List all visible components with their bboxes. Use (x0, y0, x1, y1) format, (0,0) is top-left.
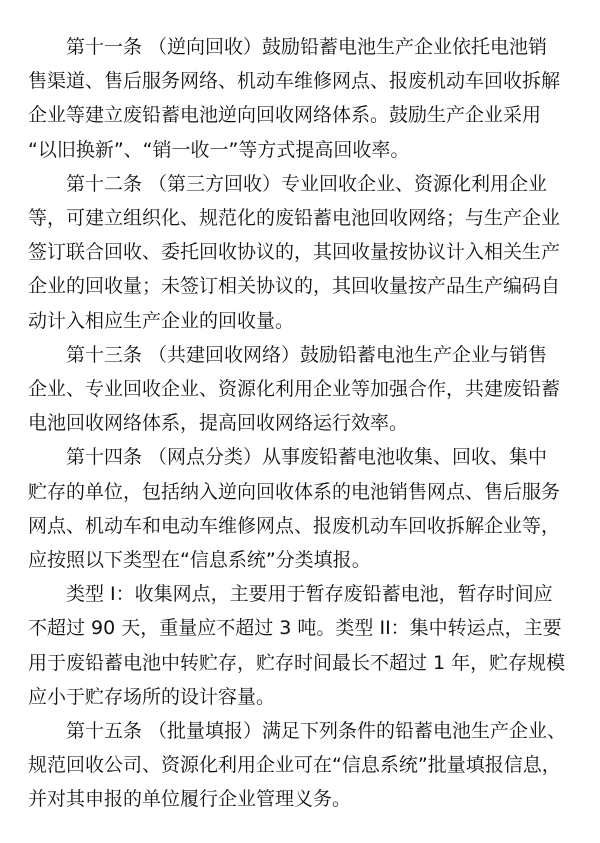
text-line: 应小于贮存场所的设计容量。 (28, 685, 276, 708)
text-line: 企业等建立废铅蓄电池逆向回收网络体系。鼓励生产企业采用 (28, 104, 542, 127)
text-line: 不超过 90 天，重量应不超过 3 吨。类型 II：集中转运点，主要 (28, 617, 562, 640)
document-body (28, 30, 570, 817)
text-line: “以旧换新”、“销一收一”等方式提高回收率。 (28, 138, 410, 161)
text-line: 签订联合回收、委托回收协议的，其回收量按协议计入相关生产 (28, 241, 561, 264)
text-line: 企业、专业回收企业、资源化利用企业等加强合作，共建废铅蓄 (28, 378, 561, 401)
article-13-paragraph (28, 338, 570, 441)
text-line: 贮存的单位，包括纳入逆向回收体系的电池销售网点、售后服务 (28, 480, 561, 503)
text-line: 应按照以下类型在“信息系统”分类填报。 (28, 549, 371, 572)
text-line: 网点、机动车和电动车维修网点、报废机动车回收拆解企业等， (28, 514, 561, 537)
text-line: 第十五条 （批量填报）满足下列条件的铅蓄电池生产企业、 (66, 720, 567, 743)
article-12-paragraph (28, 167, 570, 338)
article-11-paragraph (28, 30, 570, 167)
text-line: 第十一条 （逆向回收）鼓励铅蓄电池生产企业依托电池销 (66, 36, 548, 58)
article-15-paragraph (28, 714, 570, 817)
text-line: 类型 I：收集网点，主要用于暂存废铅蓄电池，暂存时间应 (66, 583, 553, 606)
text-line: 并对其申报的单位履行企业管理义务。 (28, 788, 352, 811)
text-line: 等，可建立组织化、规范化的废铅蓄电池回收网络；与生产企业 (28, 207, 561, 230)
text-line: 第十二条 （第三方回收）专业回收企业、资源化利用企业 (66, 172, 548, 195)
text-line: 动计入相应生产企业的回收量。 (28, 309, 295, 332)
text-line: 用于废铅蓄电池中转贮存，贮存时间最长不超过 1 年，贮存规模 (28, 651, 566, 674)
text-line: 企业的回收量；未签订相关协议的，其回收量按产品生产编码自 (28, 275, 561, 298)
text-line: 售渠道、售后服务网络、机动车维修网点、报废机动车回收拆解 (28, 70, 561, 93)
text-line: 第十三条 （共建回收网络）鼓励铅蓄电池生产企业与销售 (66, 343, 548, 366)
article-14-paragraph (28, 440, 570, 577)
text-line: 第十四条 （网点分类）从事废铅蓄电池收集、回收、集中 (66, 446, 548, 469)
text-line: 规范回收公司、资源化利用企业可在“信息系统”批量填报信息， (28, 754, 561, 777)
text-line: 电池回收网络体系，提高回收网络运行效率。 (28, 412, 409, 435)
types-paragraph (28, 577, 570, 714)
